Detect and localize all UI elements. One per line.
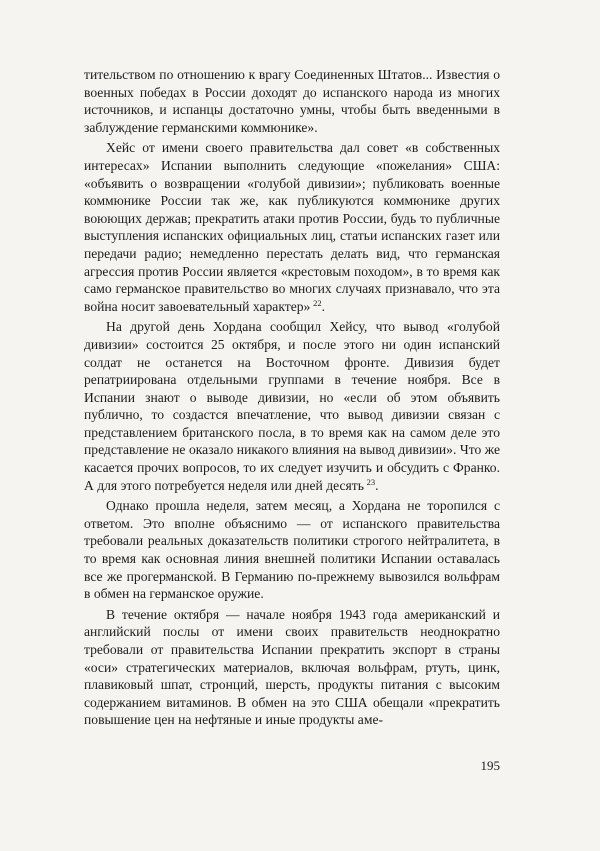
paragraph-4 bbox=[84, 497, 500, 603]
paragraph-5-text: В течение октября — начале ноября 1943 года американский и английский послы от имени своих правительств неоднократно требовали от правительства Испании прекратить экспорт в страны «оси» стратегических материалов, включая вольфрам, ртуть, цинк, плавиковый шпат, стронций, шерсть, продукты питания с высоким содержанием витаминов. В обмен на это США обещали «прекратить повышение цен на нефтяные и иные продукты аме- bbox=[84, 606, 500, 728]
paragraph-3: На другой день Хордана сообщил Хейсу, что вывод «голубой дивизии» состоится 25 октября, и после этого ни один испанский солдат не останется на Восточном фронте. Дивизия будет репатриирована отдельными группами в течение ноября. Все в Испании знают о выводе дивизии, но «если об этом объявить публично, то создастся впечатление, что вывод дивизии связан с представлением британского посла, в то время как на самом деле это представление не оказало никакого влияния на вывод дивизии». Что же касается прочих вопросов, то их следует изучить и обсудить с Франко. А для этого потребуется неделя или дней десять $^{23}$. bbox=[84, 319, 500, 493]
paragraph-1 bbox=[84, 66, 500, 136]
paragraph-4-text: Однако прошла неделя, затем месяц, а Хордана не торопился с ответом. Это вполне объяснимо — от испанского правительства требовали реальных доказательств политики строгого нейтралитета, в то время как основная линия внешней политики Испании оставалась все же прогерманской. В Германию по-прежнему вывозился вольфрам в обмен на германское оружие. bbox=[84, 498, 500, 602]
footnote-ref-23: 23 bbox=[366, 476, 376, 487]
paragraph-2: Хейс от имени своего правительства дал совет «в собственных интересах» Испании выполнить следующие «пожелания» США: «объявить о возвращении «голубой дивизии»; публиковать военные коммюнике России так же, как публикуются коммюнике других воюющих держав; прекратить атаки против России, будь то публичные выступления испанских официальных лиц, статьи испанских газет или передачи радио; немедленно перестать делать вид, что германская агрессия против России является «крестовым походом», в то время как само германское правительство во многих случаях признавало, что эта война носит завоевательный характер» $^{22}$. bbox=[84, 140, 500, 314]
paragraph-5 bbox=[84, 606, 500, 729]
paragraph-2-text: Хейс от имени своего правительства дал совет «в собственных интересах» Испании выполнить следующие «пожелания» США: «объявить о возвращении «голубой дивизии»; публиковать военные коммюнике России так же, как публикуются коммюнике других воюющих держав; прекратить атаки против России, будь то публичные выступления испанских официальных лиц, статьи испанских газет или передачи радио; немедленно перестать делать вид, что германская агрессия против России является «крестовым походом», в то время как само германское правительство во многих случаях признавало, что эта война носит завоевательный характер» bbox=[84, 140, 500, 314]
body-text bbox=[84, 66, 500, 732]
page-number: 195 bbox=[480, 758, 500, 773]
footnote-ref-22: 22 bbox=[313, 297, 322, 308]
paragraph-1-text: тительством по отношению к врагу Соединенных Штатов... Известия о военных победах в России доходят до испанского народа из многих источников, и испанцы достаточно умны, чтобы быть введенными в заблуждение германскими коммюнике». bbox=[84, 67, 500, 135]
paragraph-3-text: На другой день Хордана сообщил Хейсу, что вывод «голубой дивизии» состоится 25 октября, и после этого ни один испанский солдат не останется на Восточном фронте. Дивизия будет репатриирована отдельными группами в течение ноября. Все в Испании знают о выводе дивизии, но «если об этом объявить публично, то создастся впечатление, что вывод дивизии связан с представлением британского посла, в то время как на самом деле это представление не оказало никакого влияния на вывод дивизии». Что же касается прочих вопросов, то их следует изучить и обсудить с Франко. А для этого потребуется неделя или дней десять bbox=[84, 319, 500, 493]
